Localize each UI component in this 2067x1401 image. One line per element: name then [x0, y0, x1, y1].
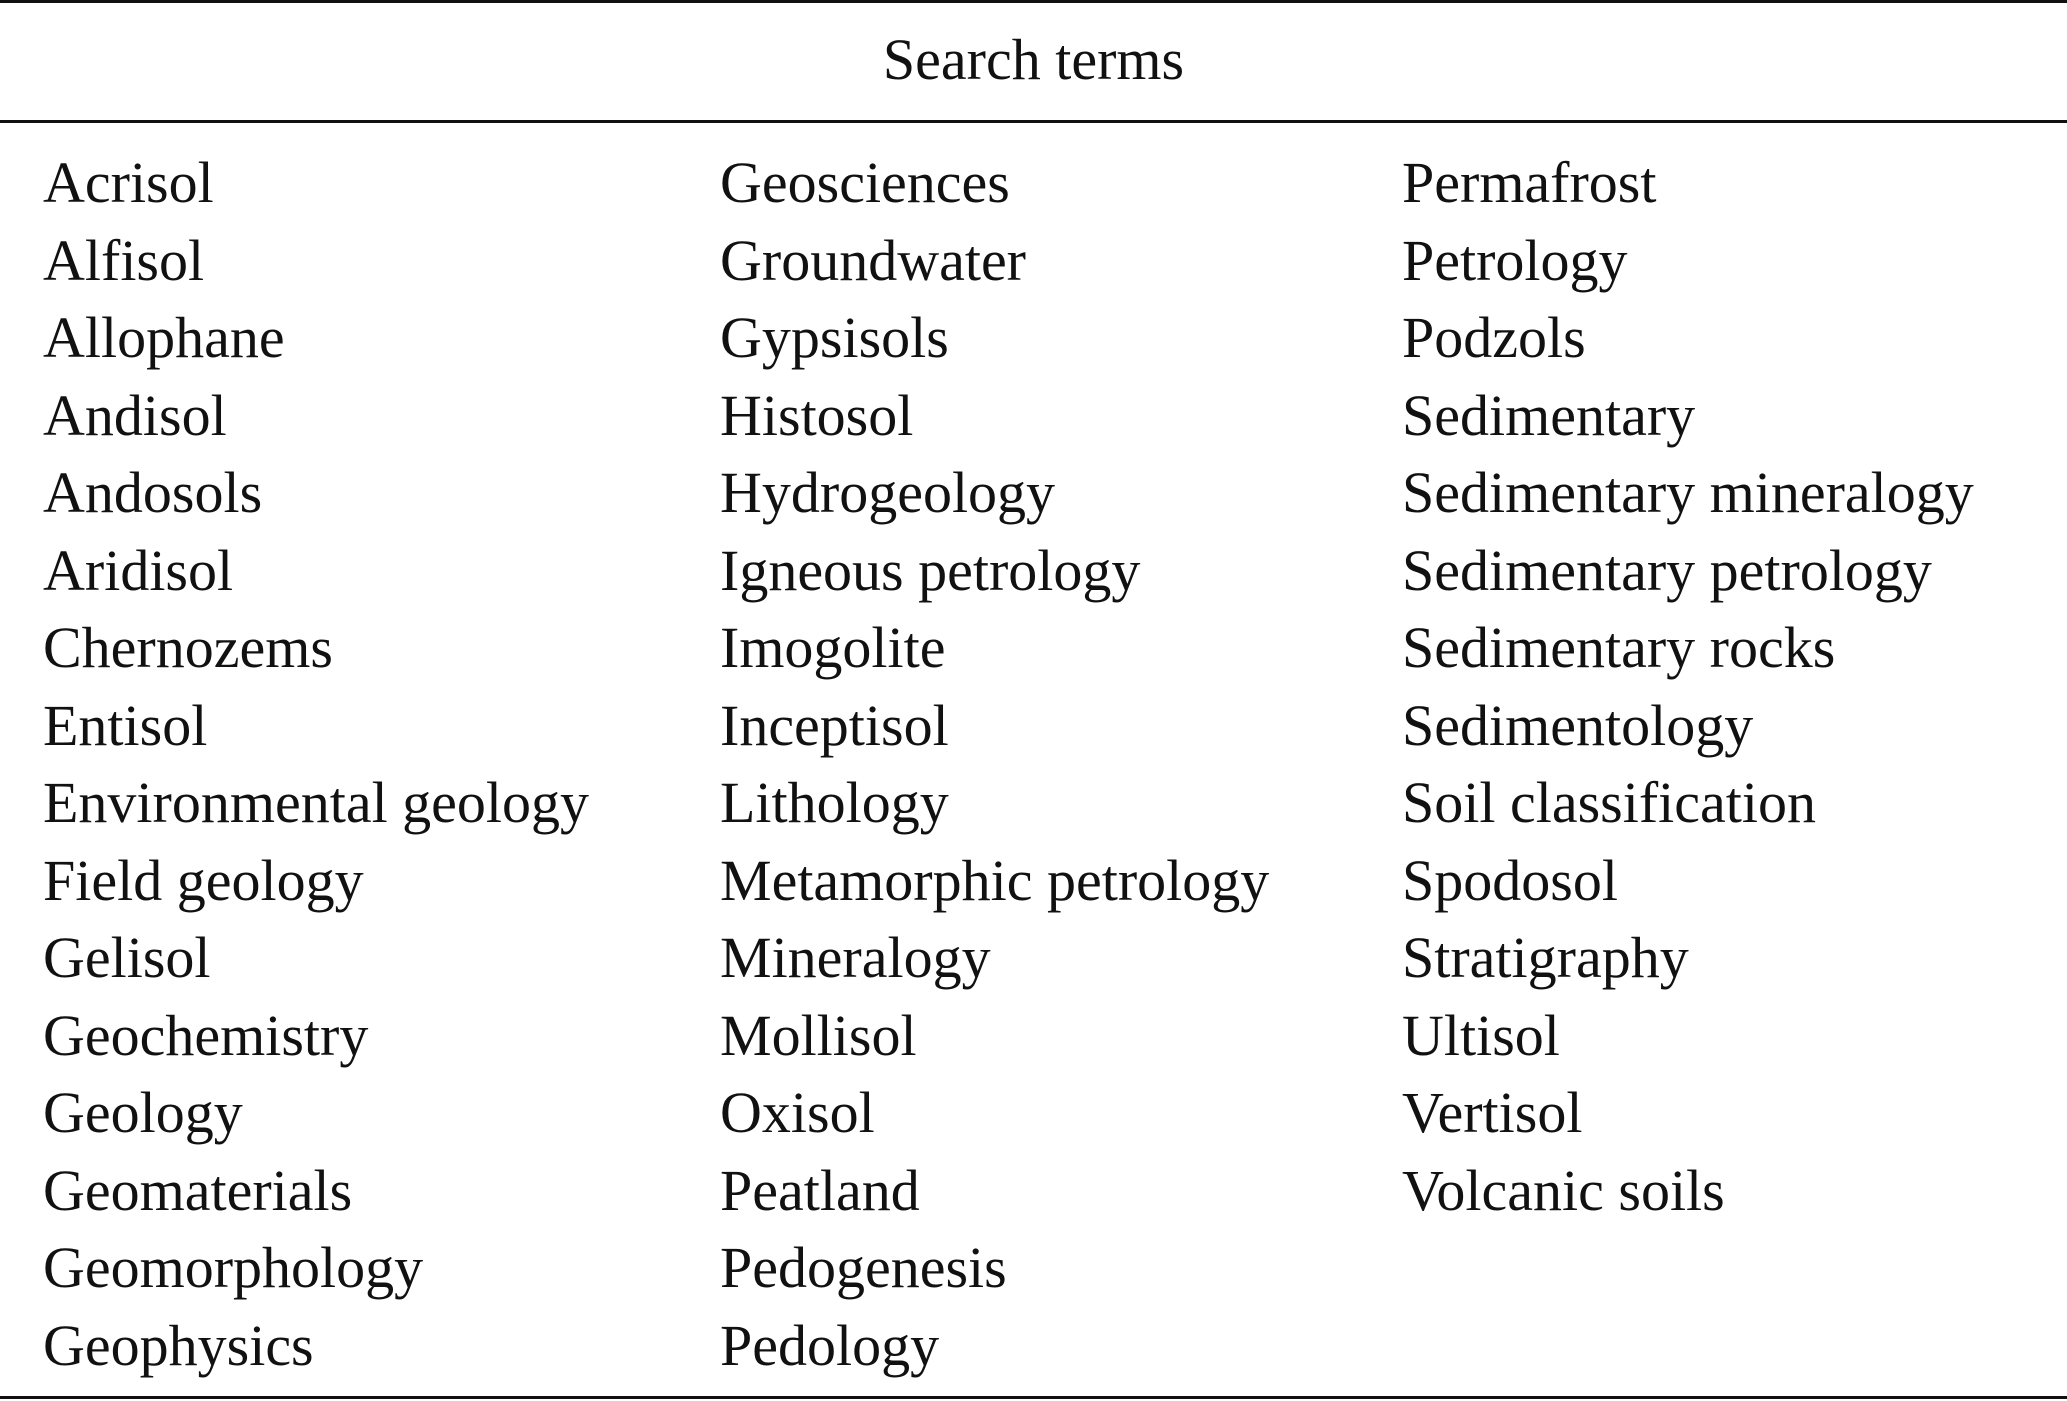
- term-cell: Aridisol: [43, 537, 234, 603]
- term-cell: Mollisol: [720, 1002, 917, 1068]
- term-cell: Sedimentary petrology: [1402, 537, 1932, 603]
- term-cell: Sedimentary rocks: [1402, 615, 1836, 680]
- term-cell: Chernozems: [43, 615, 333, 680]
- terms-column-2: [720, 144, 1269, 1384]
- term-cell: Spodosol: [1402, 847, 1618, 913]
- term-cell: Geophysics: [43, 1312, 314, 1378]
- term-cell: Inceptisol: [720, 692, 949, 758]
- table-header-rule: [0, 120, 2067, 123]
- term-cell: Environmental geology: [43, 770, 590, 835]
- term-cell: Geomaterials: [43, 1157, 353, 1223]
- term-cell: Field geology: [43, 847, 364, 913]
- term-cell: Gelisol: [43, 925, 211, 990]
- term-cell: Gypsisols: [720, 305, 949, 370]
- term-cell: Imogolite: [720, 615, 946, 680]
- term-cell: Soil classification: [1402, 770, 1816, 835]
- term-cell: Igneous petrology: [720, 537, 1141, 603]
- table-bottom-rule: [0, 1396, 2067, 1399]
- table-header: Search terms: [882, 27, 1185, 92]
- term-cell: Ultisol: [1402, 1002, 1560, 1068]
- term-cell: Peatland: [720, 1157, 920, 1223]
- term-cell: Permafrost: [1402, 150, 1657, 215]
- term-cell: Podzols: [1402, 305, 1586, 370]
- term-cell: Hydrogeology: [720, 460, 1056, 525]
- term-cell: Geology: [43, 1080, 243, 1145]
- term-cell: Oxisol: [720, 1080, 875, 1145]
- term-cell: Stratigraphy: [1402, 925, 1689, 990]
- term-cell: Volcanic soils: [1402, 1157, 1725, 1223]
- term-cell: Entisol: [43, 692, 208, 758]
- term-cell: Alfisol: [43, 227, 205, 293]
- term-cell: Geochemistry: [43, 1002, 369, 1068]
- term-cell: Petrology: [1402, 227, 1628, 293]
- term-cell: Pedogenesis: [720, 1235, 1007, 1300]
- term-cell: Pedology: [720, 1312, 940, 1378]
- term-cell: Groundwater: [720, 227, 1027, 293]
- terms-column-3: [1402, 144, 1974, 1229]
- term-cell: Vertisol: [1402, 1080, 1583, 1145]
- term-cell: Allophane: [43, 305, 285, 370]
- term-cell: Sedimentary: [1402, 382, 1696, 448]
- term-cell: Histosol: [720, 382, 914, 448]
- term-cell: Geosciences: [720, 150, 1010, 215]
- term-cell: Andisol: [43, 382, 227, 448]
- term-cell: Geomorphology: [43, 1235, 424, 1300]
- term-cell: Lithology: [720, 770, 949, 835]
- terms-column-1: [43, 144, 589, 1384]
- term-cell: Sedimentary mineralogy: [1402, 460, 1974, 525]
- term-cell: Mineralogy: [720, 925, 991, 990]
- term-cell: Metamorphic petrology: [720, 847, 1270, 913]
- term-cell: Andosols: [43, 460, 263, 525]
- term-cell: Sedimentology: [1402, 692, 1754, 758]
- term-cell: Acrisol: [43, 150, 214, 215]
